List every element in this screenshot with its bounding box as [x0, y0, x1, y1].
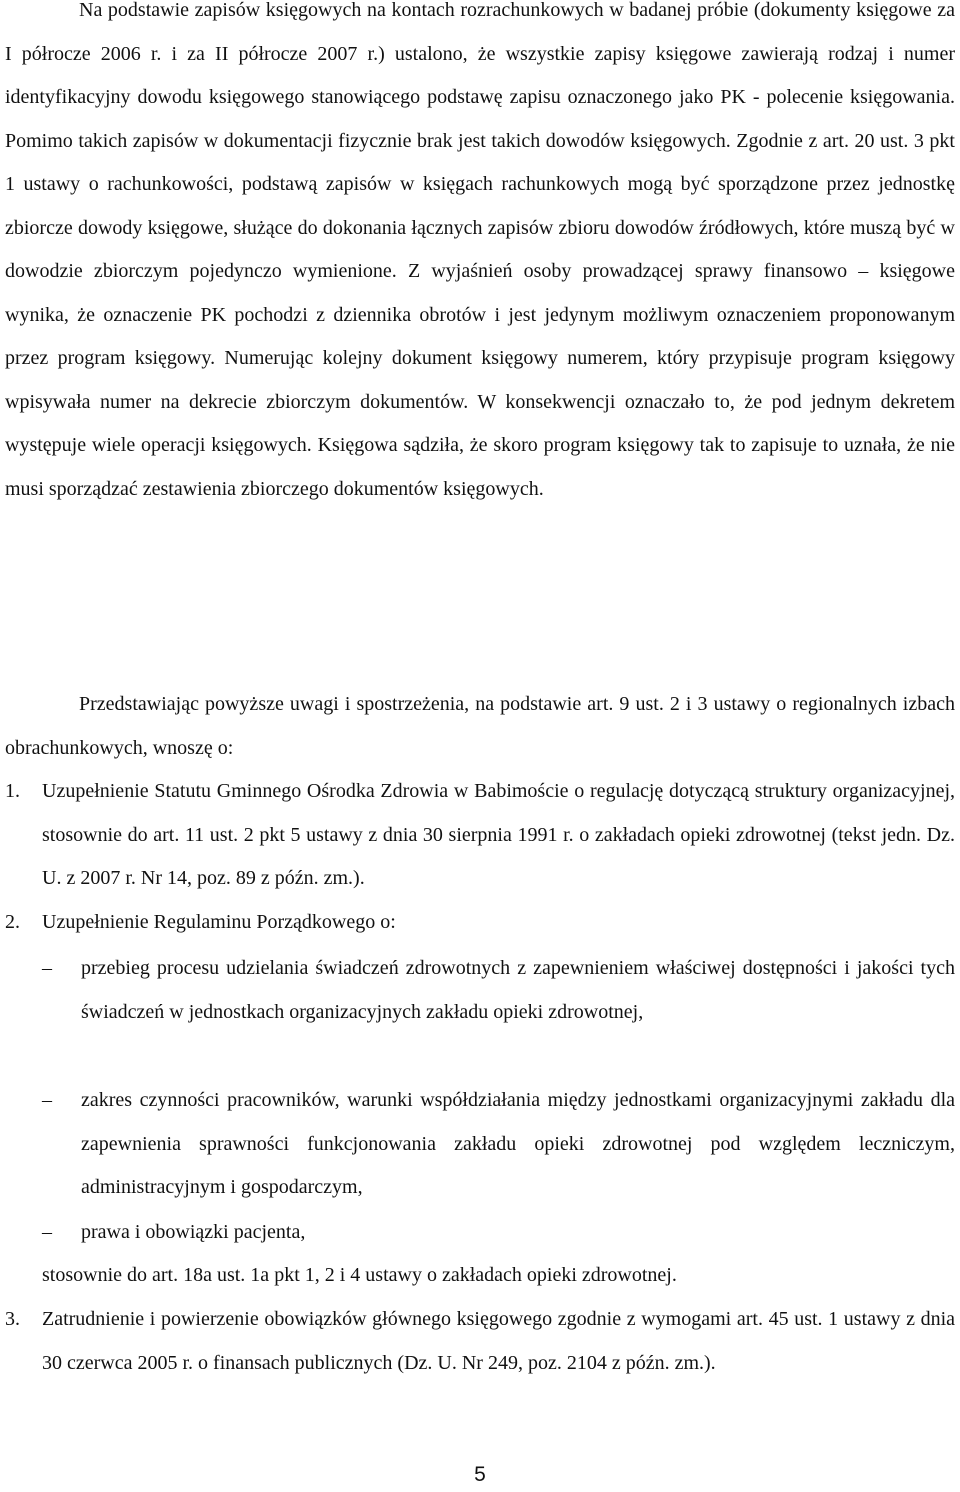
- sub-list-item-text: prawa i obowiązki pacjenta,: [81, 1221, 306, 1243]
- sub-list-item-text: zakres czynności pracowników, warunki współdziałania między jednostkami organizacyjnymi zakładu dla zapewnienia sprawności funkcjonowania zakładu opieki zdrowotnej pod względem leczniczym, administracyjnym i gospodarczym,: [81, 1089, 955, 1198]
- sub-list-item-3: [5, 1211, 955, 1255]
- list-item-2: [5, 901, 955, 945]
- list-number: 2.: [5, 911, 20, 933]
- list-item-text: Uzupełnienie Regulaminu Porządkowego o:: [42, 911, 396, 933]
- list-number: 1.: [5, 780, 20, 802]
- dash-bullet: –: [42, 1221, 52, 1243]
- list-item-1: [5, 770, 955, 901]
- dash-bullet: –: [42, 1089, 52, 1111]
- item-2-closing: stosownie do art. 18a ust. 1a pkt 1, 2 i 4 ustawy o zakładach opieki zdrowotnej.: [42, 1264, 677, 1286]
- list-item-text: Uzupełnienie Statutu Gminnego Ośrodka Zdrowia w Babimoście o regulację dotyczącą struktury organizacyjnej, stosownie do art. 11 ust. 2 pkt 5 ustawy z dnia 30 sierpnia 1991 r. o zakładach opieki zdrowotnej (tekst jedn. Dz. U. z 2007 r. Nr 14, poz. 89 z późn. zm.).: [42, 780, 955, 889]
- page-number: 5: [474, 1463, 486, 1486]
- list-number: 3.: [5, 1308, 20, 1330]
- list-item-3: [5, 1298, 955, 1385]
- body-paragraph-1: Na podstawie zapisów księgowych na kontach rozrachunkowych w badanej próbie (dokumenty księgowe za I półrocze 2006 r. i za II półrocze 2007 r.) ustalono, że wszystkie zapisy księgowe zawierają rodzaj i numer identyfikacyjny dowodu księgowego stanowiącego podstawę zapisu oznaczonego jako PK - polecenie księgowania. Pomimo takich zapisów w dokumentacji fizycznie brak jest takich dowodów księgowych. Zgodnie z art. 20 ust. 3 pkt 1 ustawy o rachunkowości, podstawą zapisów w księgach rachunkowych mogą być sporządzone przez jednostkę zbiorcze dowody księgowe, służące do dokonania łącznych zapisów zbioru dowodów źródłowych, które muszą być w dowodzie zbiorczym pojedynczo wymienione. Z wyjaśnień osoby prowadzącej sprawy finansowo – księgowe wynika, że oznaczenie PK pochodzi z dziennika obrotów i jest jedynym możliwym oznaczeniem proponowanym przez program księgowy. Numerując kolejny dokument księgowy numerem, który przypisuje program księgowy wpisywała numer na dekrecie zbiorczym dokumentów. W konsekwencji oznaczało to, że pod jednym dekretem występuje wiele operacji księgowych. Księgowa sądziła, że skoro program księgowy tak to zapisuje to uznała, że nie musi sporządzać zestawienia zbiorczego dokumentów księgowych.: [5, 0, 955, 500]
- list-item-text: Zatrudnienie i powierzenie obowiązków głównego księgowego zgodnie z wymogami art. 45 ust. 1 ustawy z dnia 30 czerwca 2005 r. o finansach publicznych (Dz. U. Nr 249, poz. 2104 z późn. zm.).: [42, 1308, 955, 1374]
- body-paragraph-2: Przedstawiając powyższe uwagi i spostrzeżenia, na podstawie art. 9 ust. 2 i 3 ustawy o regionalnych izbach obrachunkowych, wnoszę o:: [5, 693, 955, 759]
- dash-bullet: –: [42, 957, 52, 979]
- sub-list-item-1: [5, 947, 955, 1034]
- sub-list-item-2: [5, 1079, 955, 1210]
- sub-list-item-text: przebieg procesu udzielania świadczeń zdrowotnych z zapewnieniem właściwej dostępności i jakości tych świadczeń w jednostkach organizacyjnych zakładu opieki zdrowotnej,: [81, 957, 955, 1023]
